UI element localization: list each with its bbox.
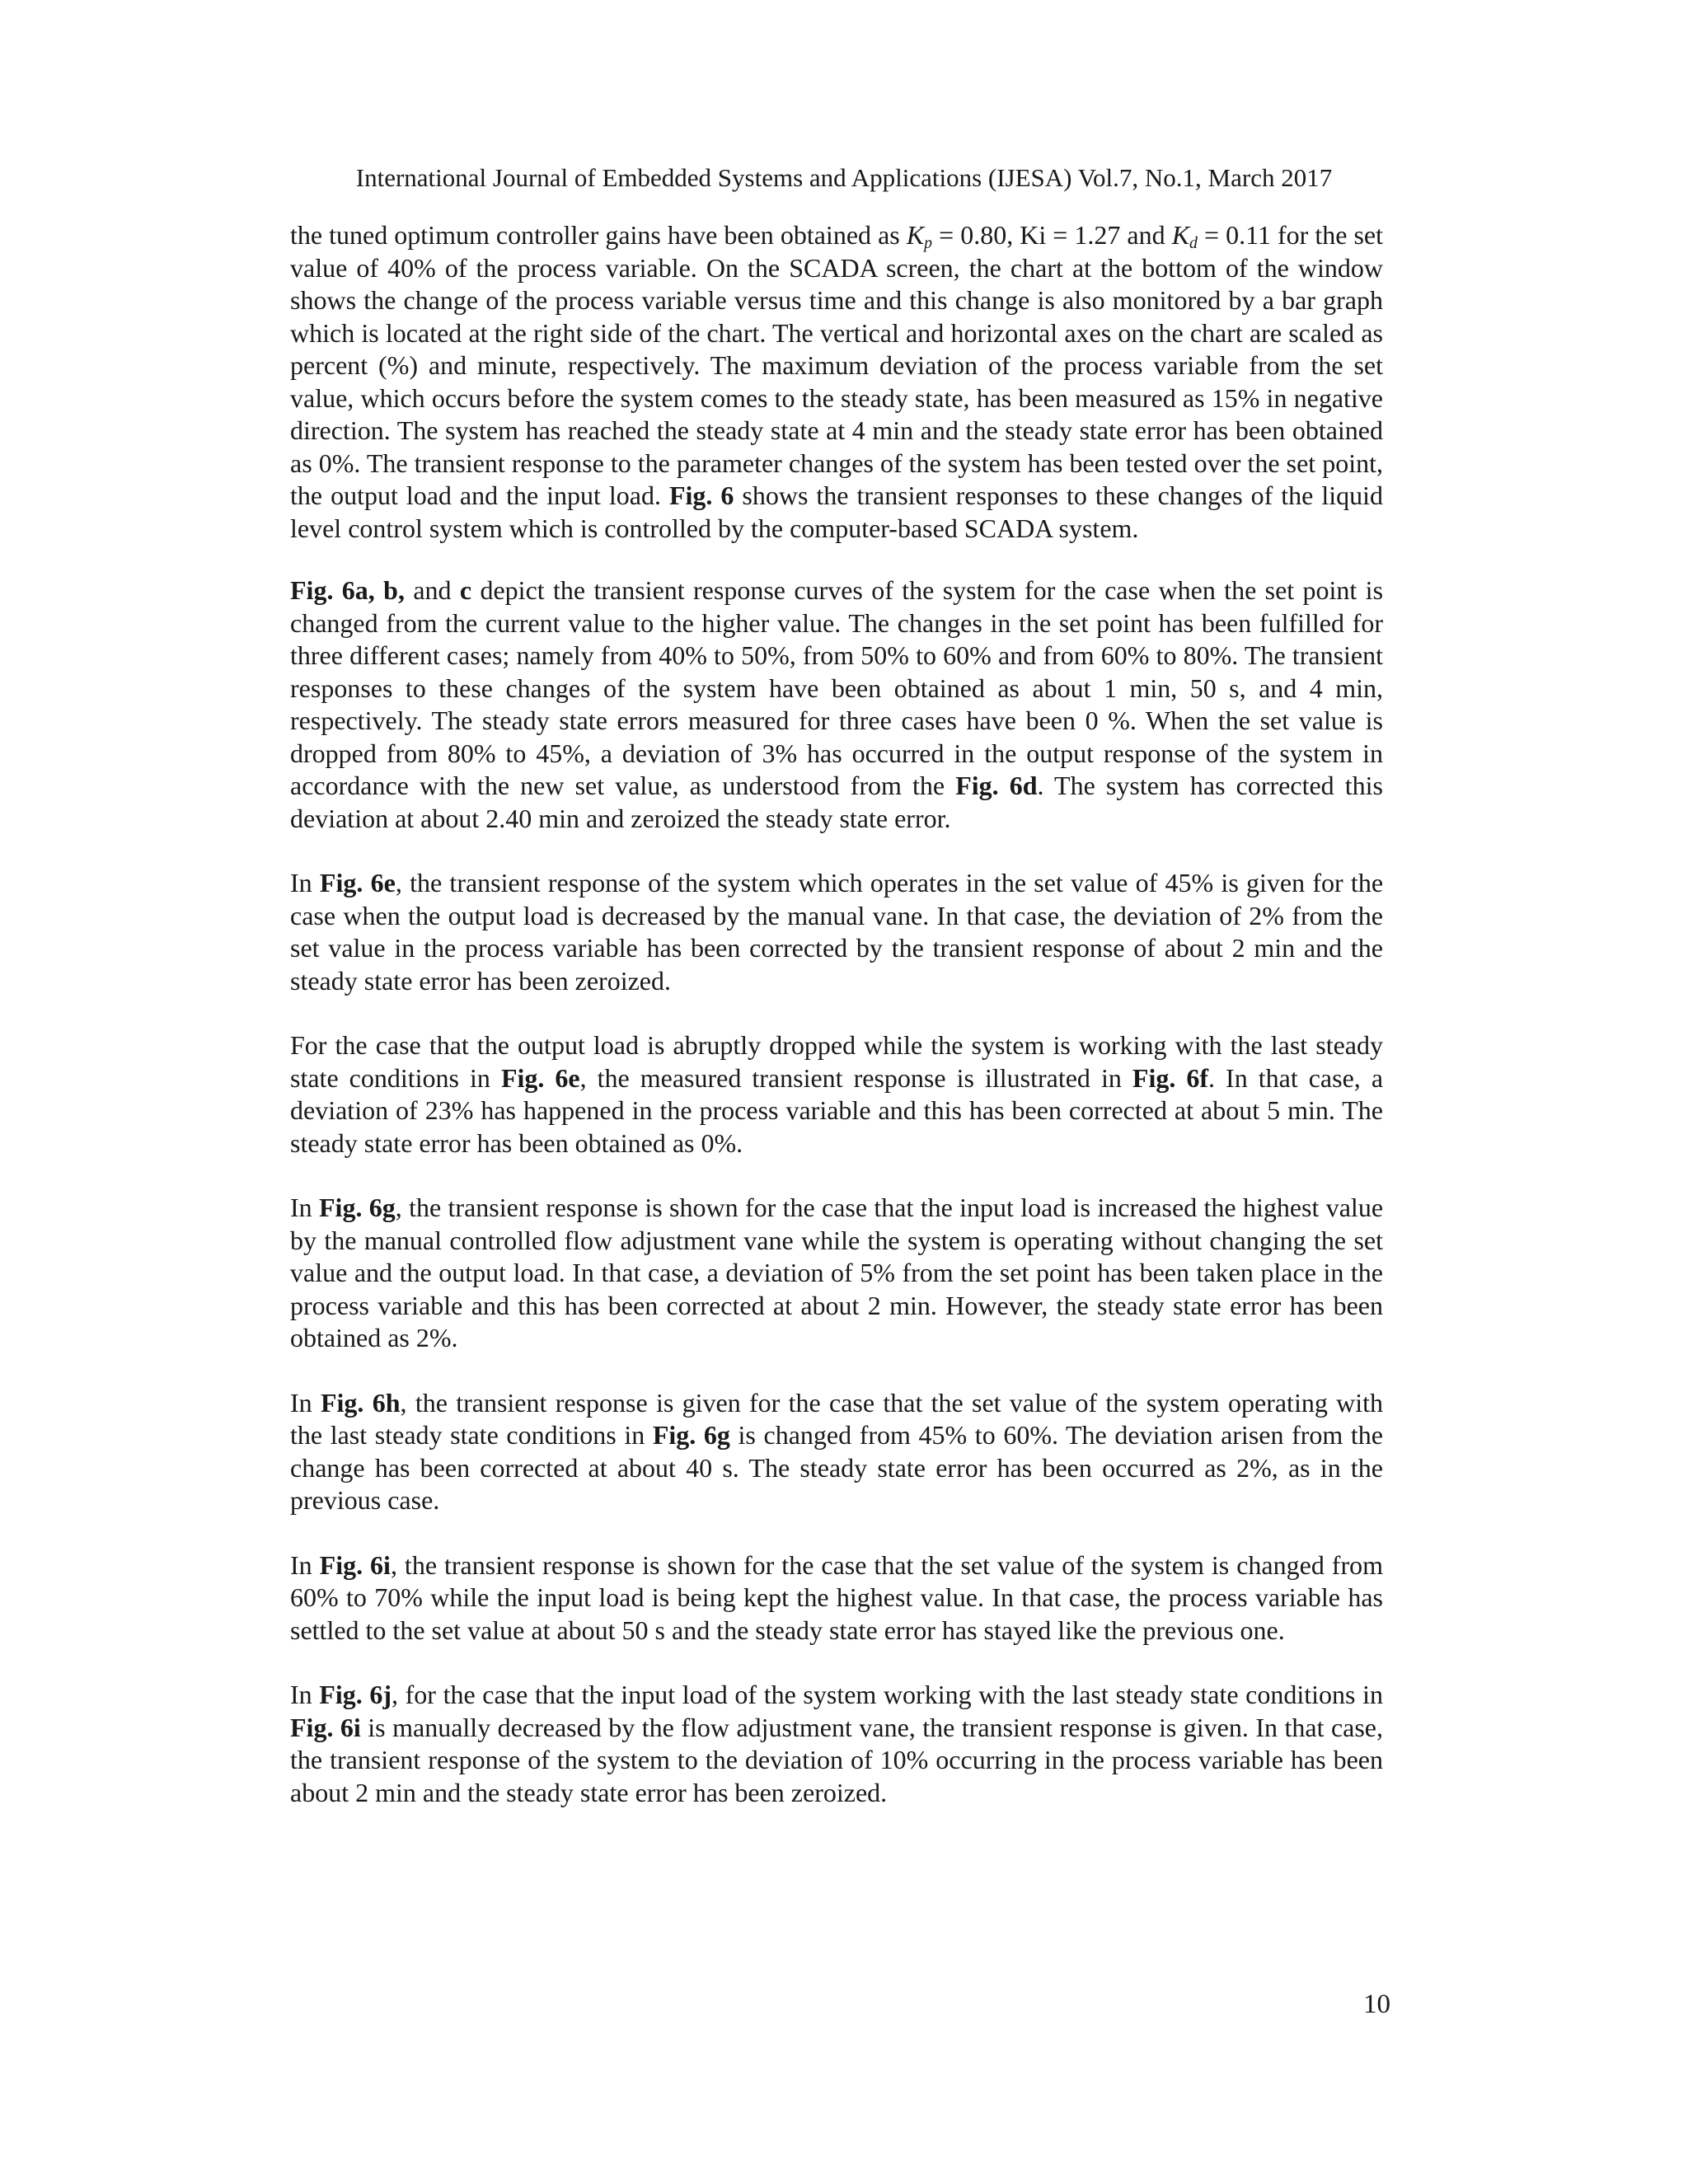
text-span: , for the case that the input load of the system working with the last steady state conditions in: [392, 1680, 1383, 1709]
text-span: For the case that the output load is abruptly dropped while the system is working with the last steady state conditions in: [290, 1030, 1383, 1093]
figure-reference: Fig. 6d: [955, 771, 1038, 800]
text-span: . The system has corrected this deviation at about 2.40 min and zeroized the steady state error.: [290, 771, 1384, 833]
figure-reference: Fig. 6i: [290, 1712, 361, 1742]
figure-reference: Fig. 6f: [1132, 1062, 1209, 1093]
text-span: In: [290, 1193, 319, 1222]
text-span: , the measured transient response is illustrated in: [579, 1062, 1132, 1093]
text-span: , the transient response of the system which operates in the set value of 45% is given for the case when the output load is decreased by the manual vane. In that case, the deviation of 2% from the set value in the process variable has been corrected by the transient response of about 2 min and the steady state error has been zeroized.: [290, 868, 1384, 996]
text-span: and: [404, 575, 460, 605]
kd-symbol: K: [1171, 220, 1190, 250]
paragraph-6: [290, 1387, 1383, 1517]
kp-symbol: K: [906, 220, 925, 250]
text-span: = 0.80, Ki = 1.27 and: [932, 220, 1172, 250]
text-span: In: [290, 1680, 320, 1709]
text-span: , the transient response is shown for the case that the input load is increased the highest value by the manual controlled flow adjustment vane while the system is operating without changing the set value and the output load. In that case, a deviation of 5% from the set point has been taken place in the process variable and this has been corrected at about 2 min. However, the steady state error has been obtained as 2%.: [290, 1193, 1384, 1352]
figure-reference: Fig. 6e: [319, 868, 396, 898]
figure-reference: Fig. 6a, b,: [290, 575, 405, 605]
figure-reference: Fig. 6g: [319, 1193, 396, 1222]
body-text: [290, 219, 1383, 1841]
figure-reference: Fig. 6g: [652, 1420, 730, 1450]
figure-reference: Fig. 6h: [320, 1387, 401, 1418]
text-span: = 0.11 for the set value of 40% of the process variable. On the SCADA screen, the chart at the bottom of the window shows the change of the process variable versus time and this change is also monitored by a bar graph which is located at the right side of the chart. The vertical and horizontal axes on the chart are scaled as percent (%) and minute, respectively. The maximum deviation of the process variable from the set value, which occurs before the system comes to the steady state, has been measured as 15% in negative direction. The system has reached the steady state at 4 min and the steady state error has been obtained as 0%. The transient response to the parameter changes of the system has been tested over the set point, the output load and the input load.: [290, 220, 1384, 510]
text-span: is changed from 45% to 60%. The deviation arisen from the change has been corrected at about 40 s. The steady state error has been occurred as 2%, as in the previous case.: [290, 1420, 1384, 1515]
text-span: shows the transient responses to these changes of the liquid level control system which is controlled by the computer-based SCADA system.: [290, 480, 1384, 543]
text-span: In: [290, 868, 320, 898]
text-span: , the transient response is shown for the case that the set value of the system is changed from 60% to 70% while the input load is being kept the highest value. In that case, the process variable has settled to the set value at about 50 s and the steady state error has stayed like the previous one.: [290, 1549, 1384, 1645]
figure-reference: Fig. 6: [668, 480, 734, 510]
paragraph-7: [290, 1549, 1383, 1647]
figure-reference: Fig. 6j: [319, 1680, 392, 1709]
text-span: , the transient response is given for the case that the set value of the system operating with the last steady state conditions in: [290, 1387, 1384, 1450]
kd-subscript: d: [1189, 233, 1198, 252]
paragraph-4: [290, 1029, 1383, 1160]
kp-subscript: p: [924, 233, 933, 252]
text-span: depict the transient response curves of the system for the case when the set point is changed from the current value to the higher value. The changes in the set point has been fulfilled for three different cases; namely from 40% to 50%, from 50% to 60% and from 60% to 80%. The transient responses to these changes of the system have been obtained as about 1 min, 50 s, and 4 min, respectively. The steady state errors measured for three cases have been 0 %. When the set value is dropped from 80% to 45%, a deviation of 3% has occurred in the output response of the system in accordance with the new set value, as understood from the: [290, 575, 1384, 800]
paragraph-2: [290, 574, 1383, 835]
running-header: International Journal of Embedded Systems and Applications (IJESA) Vol.7, No.1, March 2017: [355, 163, 1333, 192]
paragraph-5: [290, 1192, 1383, 1355]
paragraph-8: [290, 1679, 1383, 1809]
paragraph-1: [290, 219, 1383, 545]
text-span: In: [290, 1387, 321, 1418]
page-number: 10: [1363, 1990, 1390, 2019]
figure-reference: c: [459, 575, 472, 605]
text-span: . In that case, a deviation of 23% has happened in the process variable and this has been corrected at about 5 min. The steady state error has been obtained as 0%.: [290, 1062, 1384, 1158]
text-span: is manually decreased by the flow adjustment vane, the transient response is given. In that case, the transient response of the system to the deviation of 10% occurring in the process variable has been about 2 min and the steady state error has been zeroized.: [290, 1712, 1384, 1807]
paragraph-3: [290, 867, 1383, 997]
text-span: In: [290, 1549, 320, 1580]
figure-reference: Fig. 6i: [319, 1549, 391, 1580]
figure-reference: Fig. 6e: [500, 1062, 580, 1093]
text-span: the tuned optimum controller gains have been obtained as: [290, 220, 907, 250]
